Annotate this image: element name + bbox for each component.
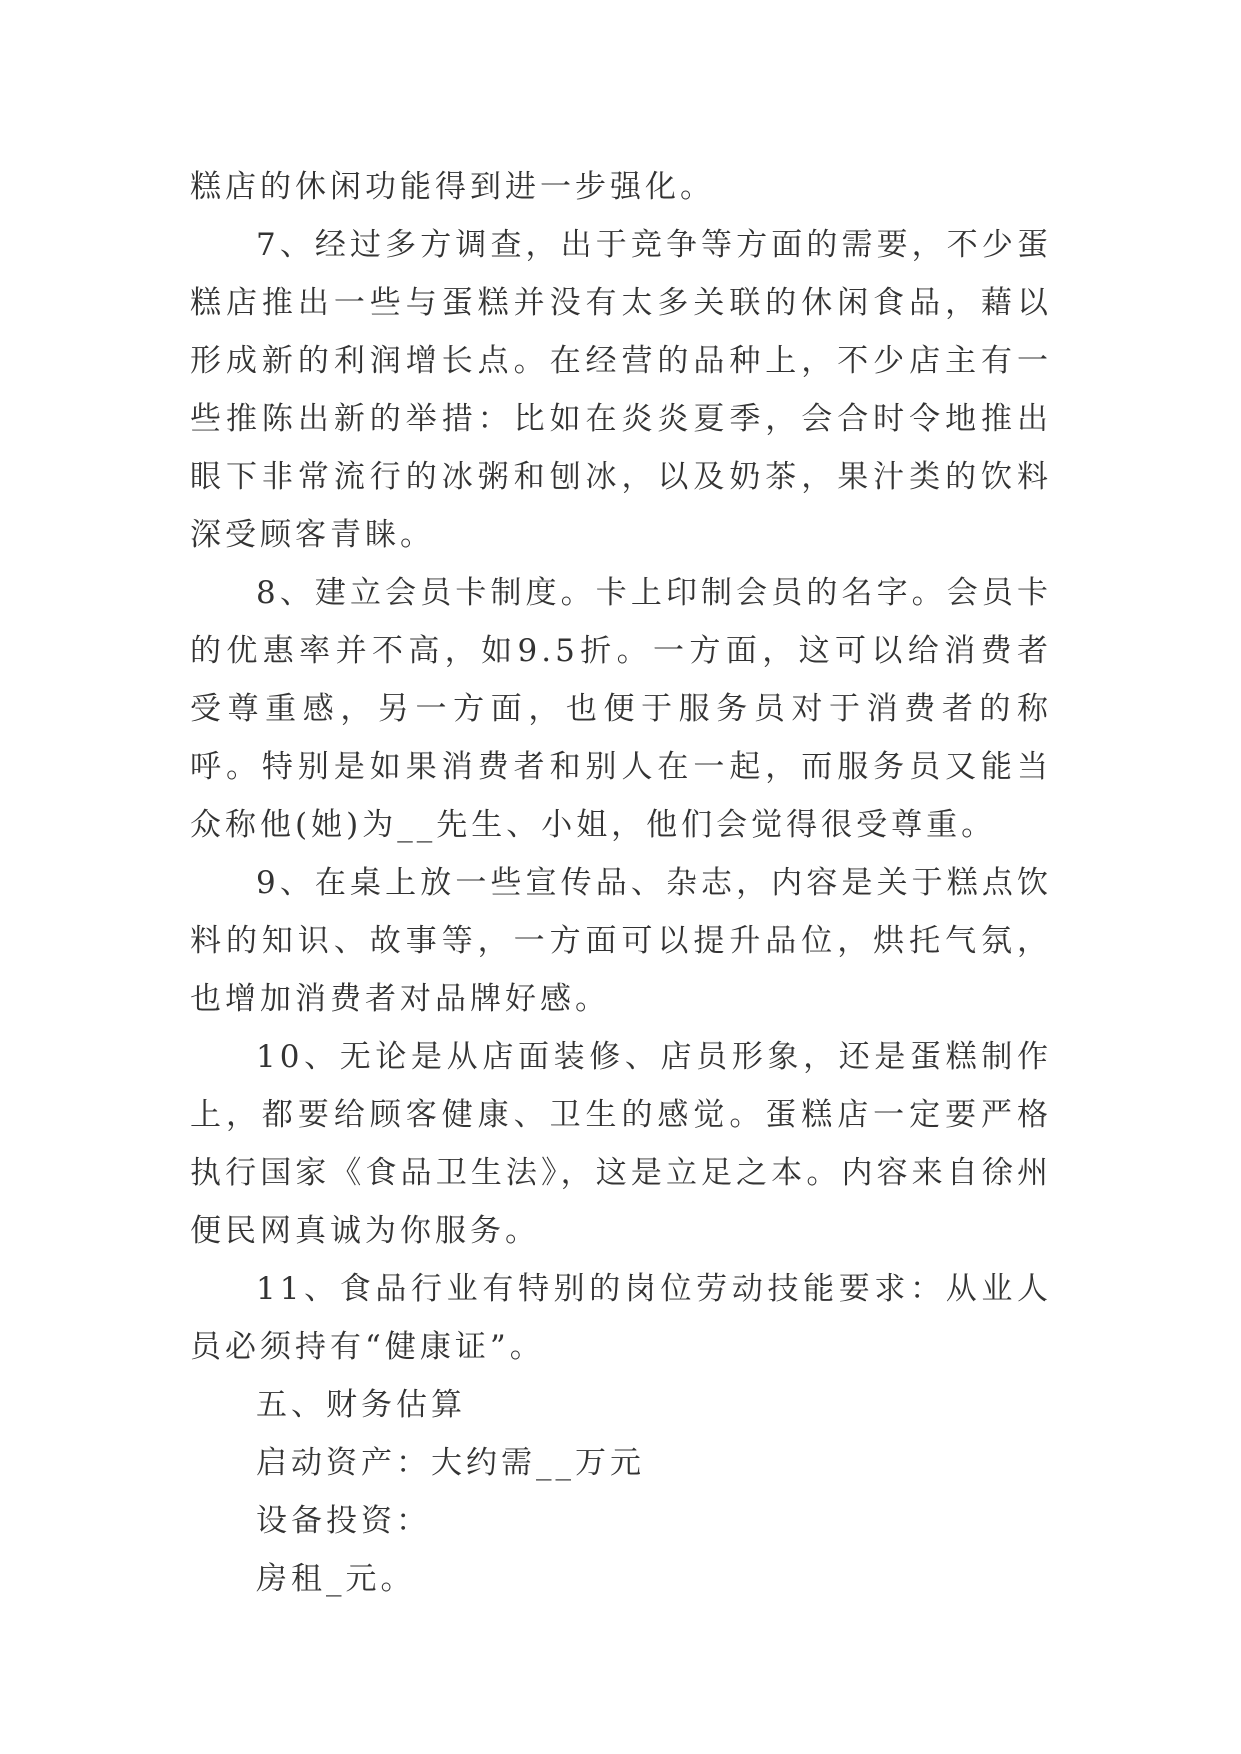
paragraph-item-10: 10、无论是从店面装修、店员形象，还是蛋糕制作上，都要给顾客健康、卫生的感觉。蛋糕店一定要严格执行国家《食品卫生法》，这是立足之本。内容来自徐州便民网真诚为你服务。 (190, 1039, 1052, 1249)
paragraph-item-8: 8、建立会员卡制度。卡上印制会员的名字。会员卡的优惠率并不高，如9.5折。一方面，这可以给消费者受尊重感，另一方面，也便于服务员对于消费者的称呼。特别是如果消费者和别人在一起，而服务员又能当众称他(她)为__先生、小姐，他们会觉得很受尊重。 (190, 575, 1052, 843)
paragraph-item-7: 7、经过多方调查，出于竞争等方面的需要，不少蛋糕店推出一些与蛋糕并没有太多关联的休闲食品，藉以形成新的利润增长点。在经营的品种上，不少店主有一些推陈出新的举措：比如在炎炎夏季，会合时令地推出眼下非常流行的冰粥和刨冰，以及奶茶，果汁类的饮料深受顾客青睐。 (190, 227, 1052, 553)
paragraph-item-9: 9、在桌上放一些宣传品、杂志，内容是关于糕点饮料的知识、故事等，一方面可以提升品位，烘托气氛，也增加消费者对品牌好感。 (190, 865, 1052, 1017)
document-body (190, 158, 1052, 1608)
paragraph-startup-capital: 启动资产：大约需__万元 (256, 1445, 645, 1481)
paragraph-continuation: 糕店的休闲功能得到进一步强化。 (190, 169, 715, 205)
section-heading-finance: 五、财务估算 (256, 1387, 466, 1423)
paragraph-equipment-investment: 设备投资： (256, 1503, 431, 1539)
paragraph-rent: 房租_元。 (256, 1561, 416, 1597)
paragraph-item-11: 11、食品行业有特别的岗位劳动技能要求：从业人员必须持有“健康证”。 (190, 1271, 1052, 1365)
